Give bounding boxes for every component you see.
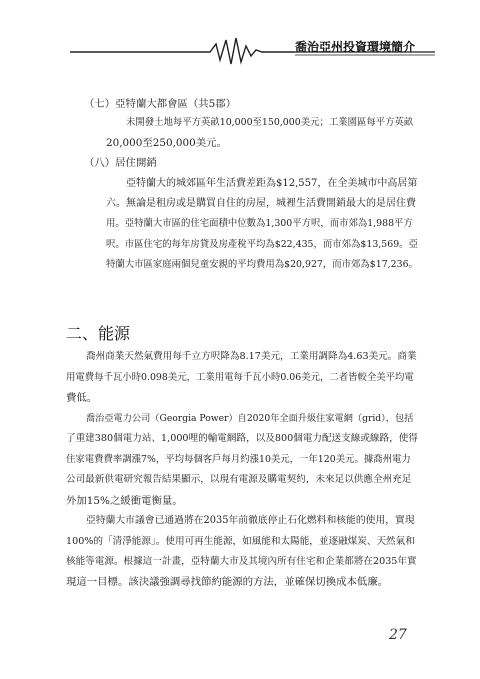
energy-paragraph-line: 住家電費費率調漲7%，平均每個客戶每月約漲10美元，一年120美元。據喬州電力	[66, 454, 411, 465]
item8-heading: （八）居住開銷	[84, 157, 157, 169]
item7-body-line: 未開發土地每平方英畝10,000至150,000美元；工業園區每平方英畝	[126, 117, 414, 128]
energy-paragraph-line: 公司最新供電研究報告結果顯示，以現有電源及購電契約，未來足以供應全州充足	[66, 474, 412, 485]
item7-heading: （七）亞特蘭大都會區（共5郡）	[84, 98, 237, 110]
energy-paragraph-line: 喬州商業天然氣費用每千立方呎降為8.17美元，工業用調降為4.63美元。商業	[86, 351, 417, 362]
energy-paragraph-line: 現這一目標。該決議強調尋找節約能源的方法，並確保切換成本低廉。	[66, 576, 389, 588]
page-header	[0, 0, 480, 70]
item8-body-line: 特蘭大市區家庭兩個兒童安親的平均費用為$20,927，而市郊為$17,236。	[106, 259, 418, 270]
item8-body-line: 呎。市區住宅的每年房貸及房產稅平均為$22,435，而市郊為$13,569。亞	[106, 239, 418, 250]
page-number: 27	[389, 627, 407, 643]
header-heartbeat-line-icon	[0, 0, 480, 70]
header-title: 喬治亞州投資環境簡介	[295, 40, 416, 54]
section-heading-energy: 二、能源	[66, 324, 131, 343]
energy-paragraph-line: 喬治亞電力公司（Georgia Power）自2020年全面升級住家電網（grid），包括	[86, 413, 414, 424]
energy-paragraph-line: 費低。	[66, 392, 98, 404]
energy-paragraph-line: 100%的「清淨能源」。使用可再生能源，如風能和太陽能，並逐融煤炭、天然氣和	[66, 536, 415, 547]
item8-body-line: 用。亞特蘭大市區的住宅面積中位數為1,300平方呎，而市郊為1,988平方	[106, 218, 413, 229]
energy-paragraph-line: 核能等電源。根據這一計畫，亞特蘭大市及其境內所有住宅和企業都將在2035年實	[66, 556, 417, 567]
energy-paragraph-line: 了重建380個電力站、1,000哩的輸電網路，以及800個電力配送支線或線路，使得	[66, 433, 418, 444]
item8-body-line: 亞特蘭大的城郊區年生活費差距為$12,557，在全美城市中高居第	[126, 178, 418, 189]
energy-paragraph-line: 亞特蘭大市議會已通過將在2035年前徹底停止石化燃料和核能的使用，實現	[86, 515, 415, 526]
energy-paragraph-line: 用電費每千瓦小時0.098美元，工業用電每千瓦小時0.06美元，二者皆較全美平均電	[66, 372, 414, 383]
item8-body-line: 六。無論是租房或是購買自住的房屋，城裡生活費開銷最大的是居住費	[106, 198, 416, 209]
energy-paragraph-line: 外加15%之緩衝電衡量。	[66, 495, 183, 507]
item7-body-line: 20,000至250,000美元。	[106, 137, 227, 149]
